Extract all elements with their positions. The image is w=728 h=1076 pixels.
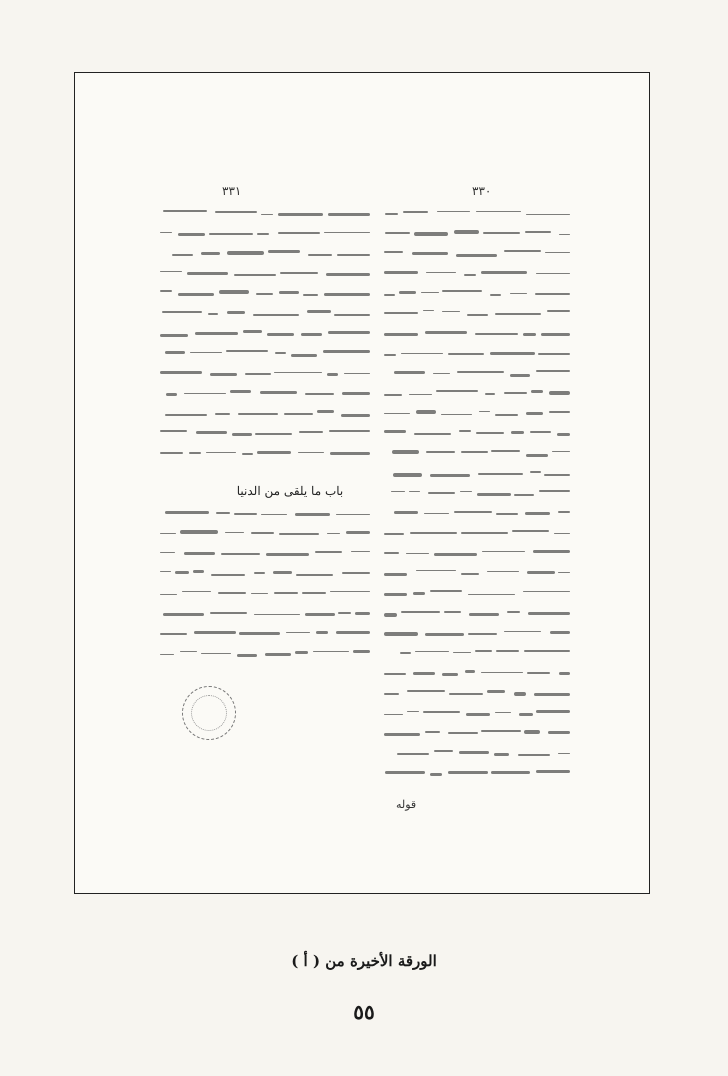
handwriting-stroke [496,513,518,515]
handwriting-stroke [385,213,399,215]
handwriting-stroke [504,250,540,252]
handwriting-stroke [475,650,492,651]
handwriting-stroke [527,672,550,674]
handwriting-stroke [413,592,425,595]
handwriting-stroke [511,431,524,434]
handwriting-stroke [216,512,230,514]
handwriting-stroke [268,250,300,253]
handwriting-stroke [554,533,570,534]
handwriting-stroke [326,273,370,276]
handwriting-stroke [243,330,261,333]
handwriting-stroke [403,211,428,213]
handwriting-stroke [384,394,402,396]
handwriting-stroke [160,654,174,655]
handwriting-stroke [442,673,457,676]
handwriting-stroke [342,392,370,394]
handwriting-stroke [426,451,456,453]
handwriting-stroke [384,251,403,252]
handwriting-stroke [317,410,334,413]
handwriting-stroke [538,353,570,355]
handwriting-stroke [324,232,370,233]
handwriting-stroke [479,411,490,412]
handwriting-stroke [507,611,520,613]
handwriting-stroke [301,333,322,336]
handwriting-stroke [494,753,509,756]
handwriting-stroke [425,331,467,333]
handwriting-stroke [211,574,246,576]
handwriting-stroke [496,650,518,652]
handwriting-stroke [184,552,215,555]
handwriting-stroke [265,653,291,656]
handwriting-stroke [327,373,338,376]
handwriting-stroke [254,614,300,615]
handwriting-stroke [397,753,429,756]
handwriting-stroke [336,631,370,634]
handwriting-stroke [558,511,570,513]
handwriting-stroke [487,690,505,693]
chapter-heading: باب ما يلقى من الدنيا [236,484,344,498]
handwriting-stroke [416,410,436,413]
handwriting-stroke [257,233,269,234]
handwriting-stroke [413,672,435,674]
handwriting-stroke [227,251,264,254]
handwriting-stroke [284,413,313,414]
handwriting-stroke [315,551,342,553]
left-folio-number: ٣٣١ [222,184,242,198]
handwriting-stroke [385,232,410,234]
handwriting-stroke [219,290,249,293]
handwriting-stroke [242,453,253,455]
handwriting-stroke [394,511,418,514]
handwriting-stroke [166,393,177,396]
handwriting-stroke [430,590,461,592]
handwriting-stroke [160,290,172,291]
handwriting-stroke [519,713,532,716]
handwriting-stroke [430,773,442,776]
handwriting-stroke [267,333,294,336]
handwriting-stroke [481,271,527,273]
handwriting-stroke [195,332,238,335]
handwriting-stroke [303,294,318,297]
handwriting-stroke [266,553,309,556]
handwriting-stroke [544,474,570,476]
handwriting-stroke [298,452,323,453]
handwriting-stroke [279,533,319,536]
handwriting-stroke [541,333,570,335]
handwriting-stroke [180,530,218,533]
handwriting-stroke [308,254,332,256]
handwriting-stroke [448,771,488,774]
handwriting-stroke [384,533,404,535]
handwriting-stroke [305,393,334,395]
handwriting-stroke [448,353,485,355]
handwriting-stroke [399,291,416,294]
handwriting-stroke [523,333,536,336]
handwriting-stroke [526,214,570,215]
handwriting-stroke [160,430,187,432]
handwriting-stroke [384,312,418,314]
handwriting-stroke [531,390,542,392]
handwriting-stroke [468,633,497,635]
handwriting-stroke [160,633,187,635]
handwriting-stroke [209,233,253,235]
handwriting-stroke [175,571,189,574]
handwriting-stroke [559,234,570,235]
handwriting-stroke [254,572,265,574]
handwriting-stroke [434,750,453,751]
handwriting-stroke [160,594,177,595]
handwriting-stroke [210,373,237,376]
handwriting-stroke [160,452,183,454]
handwriting-stroke [412,252,449,254]
handwriting-stroke [491,771,529,773]
handwriting-stroke [225,532,244,533]
handwriting-stroke [428,492,455,494]
handwriting-stroke [257,451,291,454]
figure-caption: الورقة الأخيرة من ( أ ) [291,952,437,970]
handwriting-stroke [260,391,297,394]
handwriting-stroke [535,293,570,296]
handwriting-stroke [384,294,395,296]
handwriting-stroke [384,673,406,675]
handwriting-stroke [238,413,278,415]
handwriting-stroke [409,394,432,395]
handwriting-stroke [215,211,258,213]
handwriting-stroke [559,672,570,675]
handwriting-stroke [278,232,320,234]
handwriting-stroke [456,254,497,257]
handwriting-stroke [407,690,445,691]
handwriting-stroke [478,473,523,474]
handwriting-stroke [295,651,308,653]
handwriting-stroke [189,452,201,454]
handwriting-stroke [384,632,418,635]
handwriting-stroke [461,573,478,575]
handwriting-stroke [201,252,220,255]
handwriting-stroke [394,371,425,374]
handwriting-stroke [180,651,197,652]
handwriting-stroke [434,553,477,556]
handwriting-stroke [414,232,448,235]
handwriting-stroke [273,571,292,574]
handwriting-stroke [393,473,423,476]
handwriting-stroke [518,754,550,757]
handwriting-stroke [512,530,549,532]
handwriting-stroke [201,653,232,654]
handwriting-stroke [307,310,331,313]
handwriting-stroke [461,532,507,535]
handwriting-stroke [475,333,518,335]
handwriting-stroke [279,291,300,294]
handwriting-stroke [514,692,526,695]
handwriting-stroke [530,471,541,473]
handwriting-stroke [338,612,351,615]
handwriting-stroke [165,414,207,416]
handwriting-stroke [425,731,439,733]
handwriting-stroke [527,571,555,574]
handwriting-stroke [218,592,247,593]
handwriting-stroke [384,354,396,357]
handwriting-stroke [426,272,456,273]
handwriting-stroke [524,730,540,733]
handwriting-stroke [421,292,440,293]
handwriting-stroke [206,452,236,453]
handwriting-stroke [495,313,541,315]
handwriting-stroke [221,553,260,556]
handwriting-stroke [278,213,323,215]
handwriting-stroke [444,611,461,614]
handwriting-stroke [510,374,530,377]
handwriting-stroke [384,430,406,433]
handwriting-stroke [526,412,543,415]
handwriting-stroke [415,651,449,652]
handwriting-stroke [172,254,193,256]
handwriting-stroke [464,274,475,276]
handwriting-stroke [275,352,286,354]
handwriting-stroke [334,314,370,316]
handwriting-stroke [194,631,236,633]
handwriting-stroke [384,613,397,616]
handwriting-stroke [467,314,488,317]
handwriting-stroke [160,371,202,373]
handwriting-stroke [261,514,287,515]
handwriting-stroke [549,391,570,394]
handwriting-stroke [400,652,412,654]
handwriting-stroke [230,390,251,393]
handwriting-stroke [469,613,499,616]
handwriting-stroke [323,350,370,353]
handwriting-stroke [163,210,207,211]
handwriting-stroke [465,670,476,672]
handwriting-stroke [234,274,277,276]
handwriting-stroke [251,532,274,535]
handwriting-stroke [299,431,323,433]
handwriting-stroke [557,433,570,436]
handwriting-stroke [490,294,501,296]
handwriting-stroke [384,593,407,596]
handwriting-stroke [351,551,370,552]
handwriting-stroke [328,331,370,334]
handwriting-stroke [196,431,228,434]
handwriting-stroke [490,352,535,355]
handwriting-stroke [536,370,570,371]
handwriting-stroke [296,574,334,576]
handwriting-stroke [227,311,246,314]
handwriting-stroke [163,613,203,616]
handwriting-stroke [165,351,184,354]
footer-catchword: قوله [396,798,417,811]
handwriting-stroke [552,451,570,452]
handwriting-stroke [190,352,222,354]
handwriting-stroke [280,272,318,274]
handwriting-stroke [441,414,471,416]
handwriting-stroke [436,390,478,392]
handwriting-stroke [226,350,268,352]
handwriting-stroke [524,650,570,652]
handwriting-stroke [536,770,570,773]
handwriting-stroke [536,710,570,713]
handwriting-stroke [547,310,570,312]
handwriting-stroke [305,613,335,616]
handwriting-stroke [548,731,570,734]
handwriting-stroke [459,430,470,432]
handwriting-stroke [384,573,407,576]
handwriting-stroke [410,532,457,534]
handwriting-stroke [385,771,424,773]
handwriting-stroke [491,450,520,452]
handwriting-stroke [232,433,252,436]
handwriting-stroke [165,511,209,514]
handwriting-stroke [328,213,370,216]
handwriting-stroke [253,314,299,316]
handwriting-stroke [255,433,292,435]
handwriting-stroke [336,514,370,515]
handwriting-stroke [193,570,204,572]
handwriting-stroke [215,413,230,415]
handwriting-stroke [291,354,316,357]
handwriting-stroke [476,432,504,434]
handwriting-stroke [504,392,527,394]
handwriting-stroke [316,631,328,634]
handwriting-stroke [208,313,218,315]
handwriting-stroke [274,592,298,595]
handwriting-stroke [526,454,547,457]
handwriting-stroke [324,293,370,296]
handwriting-stroke [460,491,473,492]
handwriting-stroke [344,373,370,374]
handwriting-stroke [187,272,228,275]
handwriting-stroke [481,730,520,732]
handwriting-stroke [355,612,370,614]
handwriting-stroke [353,650,370,652]
handwriting-stroke [178,233,205,236]
handwriting-stroke [401,353,443,354]
handwriting-stroke [401,611,439,613]
handwriting-stroke [302,592,326,594]
page-number: ٥٥ [353,1000,375,1024]
handwriting-stroke [466,713,490,715]
handwriting-stroke [384,552,399,554]
handwriting-stroke [461,451,487,452]
handwriting-stroke [534,693,570,696]
handwriting-stroke [457,371,504,372]
handwriting-stroke [525,512,551,515]
right-folio-number: ٣٣٠ [472,184,492,198]
handwriting-stroke [477,493,511,496]
handwriting-stroke [425,633,464,636]
handwriting-stroke [384,271,418,274]
handwriting-stroke [251,593,268,594]
handwriting-stroke [430,474,470,477]
handwriting-stroke [384,333,418,335]
handwriting-stroke [545,252,570,254]
handwriting-stroke [295,513,330,515]
handwriting-stroke [454,511,492,513]
handwriting-stroke [523,591,570,593]
handwriting-stroke [550,631,570,634]
handwriting-stroke [178,293,214,296]
handwriting-stroke [392,450,419,453]
handwriting-stroke [483,232,520,233]
handwriting-stroke [160,334,188,337]
library-seal [182,686,236,740]
handwriting-stroke [234,513,257,515]
handwriting-stroke [448,732,478,734]
handwriting-stroke [459,751,489,754]
handwriting-stroke [528,612,570,615]
handwriting-stroke [423,711,460,713]
handwriting-stroke [454,230,479,233]
handwriting-stroke [160,271,182,273]
handwriting-stroke [514,494,533,496]
handwriting-stroke [449,693,482,694]
handwriting-stroke [525,231,551,233]
handwriting-stroke [384,413,410,415]
handwriting-stroke [162,311,202,312]
handwriting-stroke [330,452,370,455]
handwriting-stroke [245,373,271,375]
handwriting-stroke [485,393,495,395]
handwriting-stroke [237,654,257,657]
handwriting-stroke [384,733,420,736]
handwriting-stroke [341,414,370,417]
handwriting-stroke [384,693,399,695]
handwriting-stroke [533,550,570,553]
handwriting-stroke [346,531,370,534]
handwriting-stroke [184,393,227,394]
handwriting-stroke [239,632,280,635]
handwriting-stroke [329,430,370,431]
